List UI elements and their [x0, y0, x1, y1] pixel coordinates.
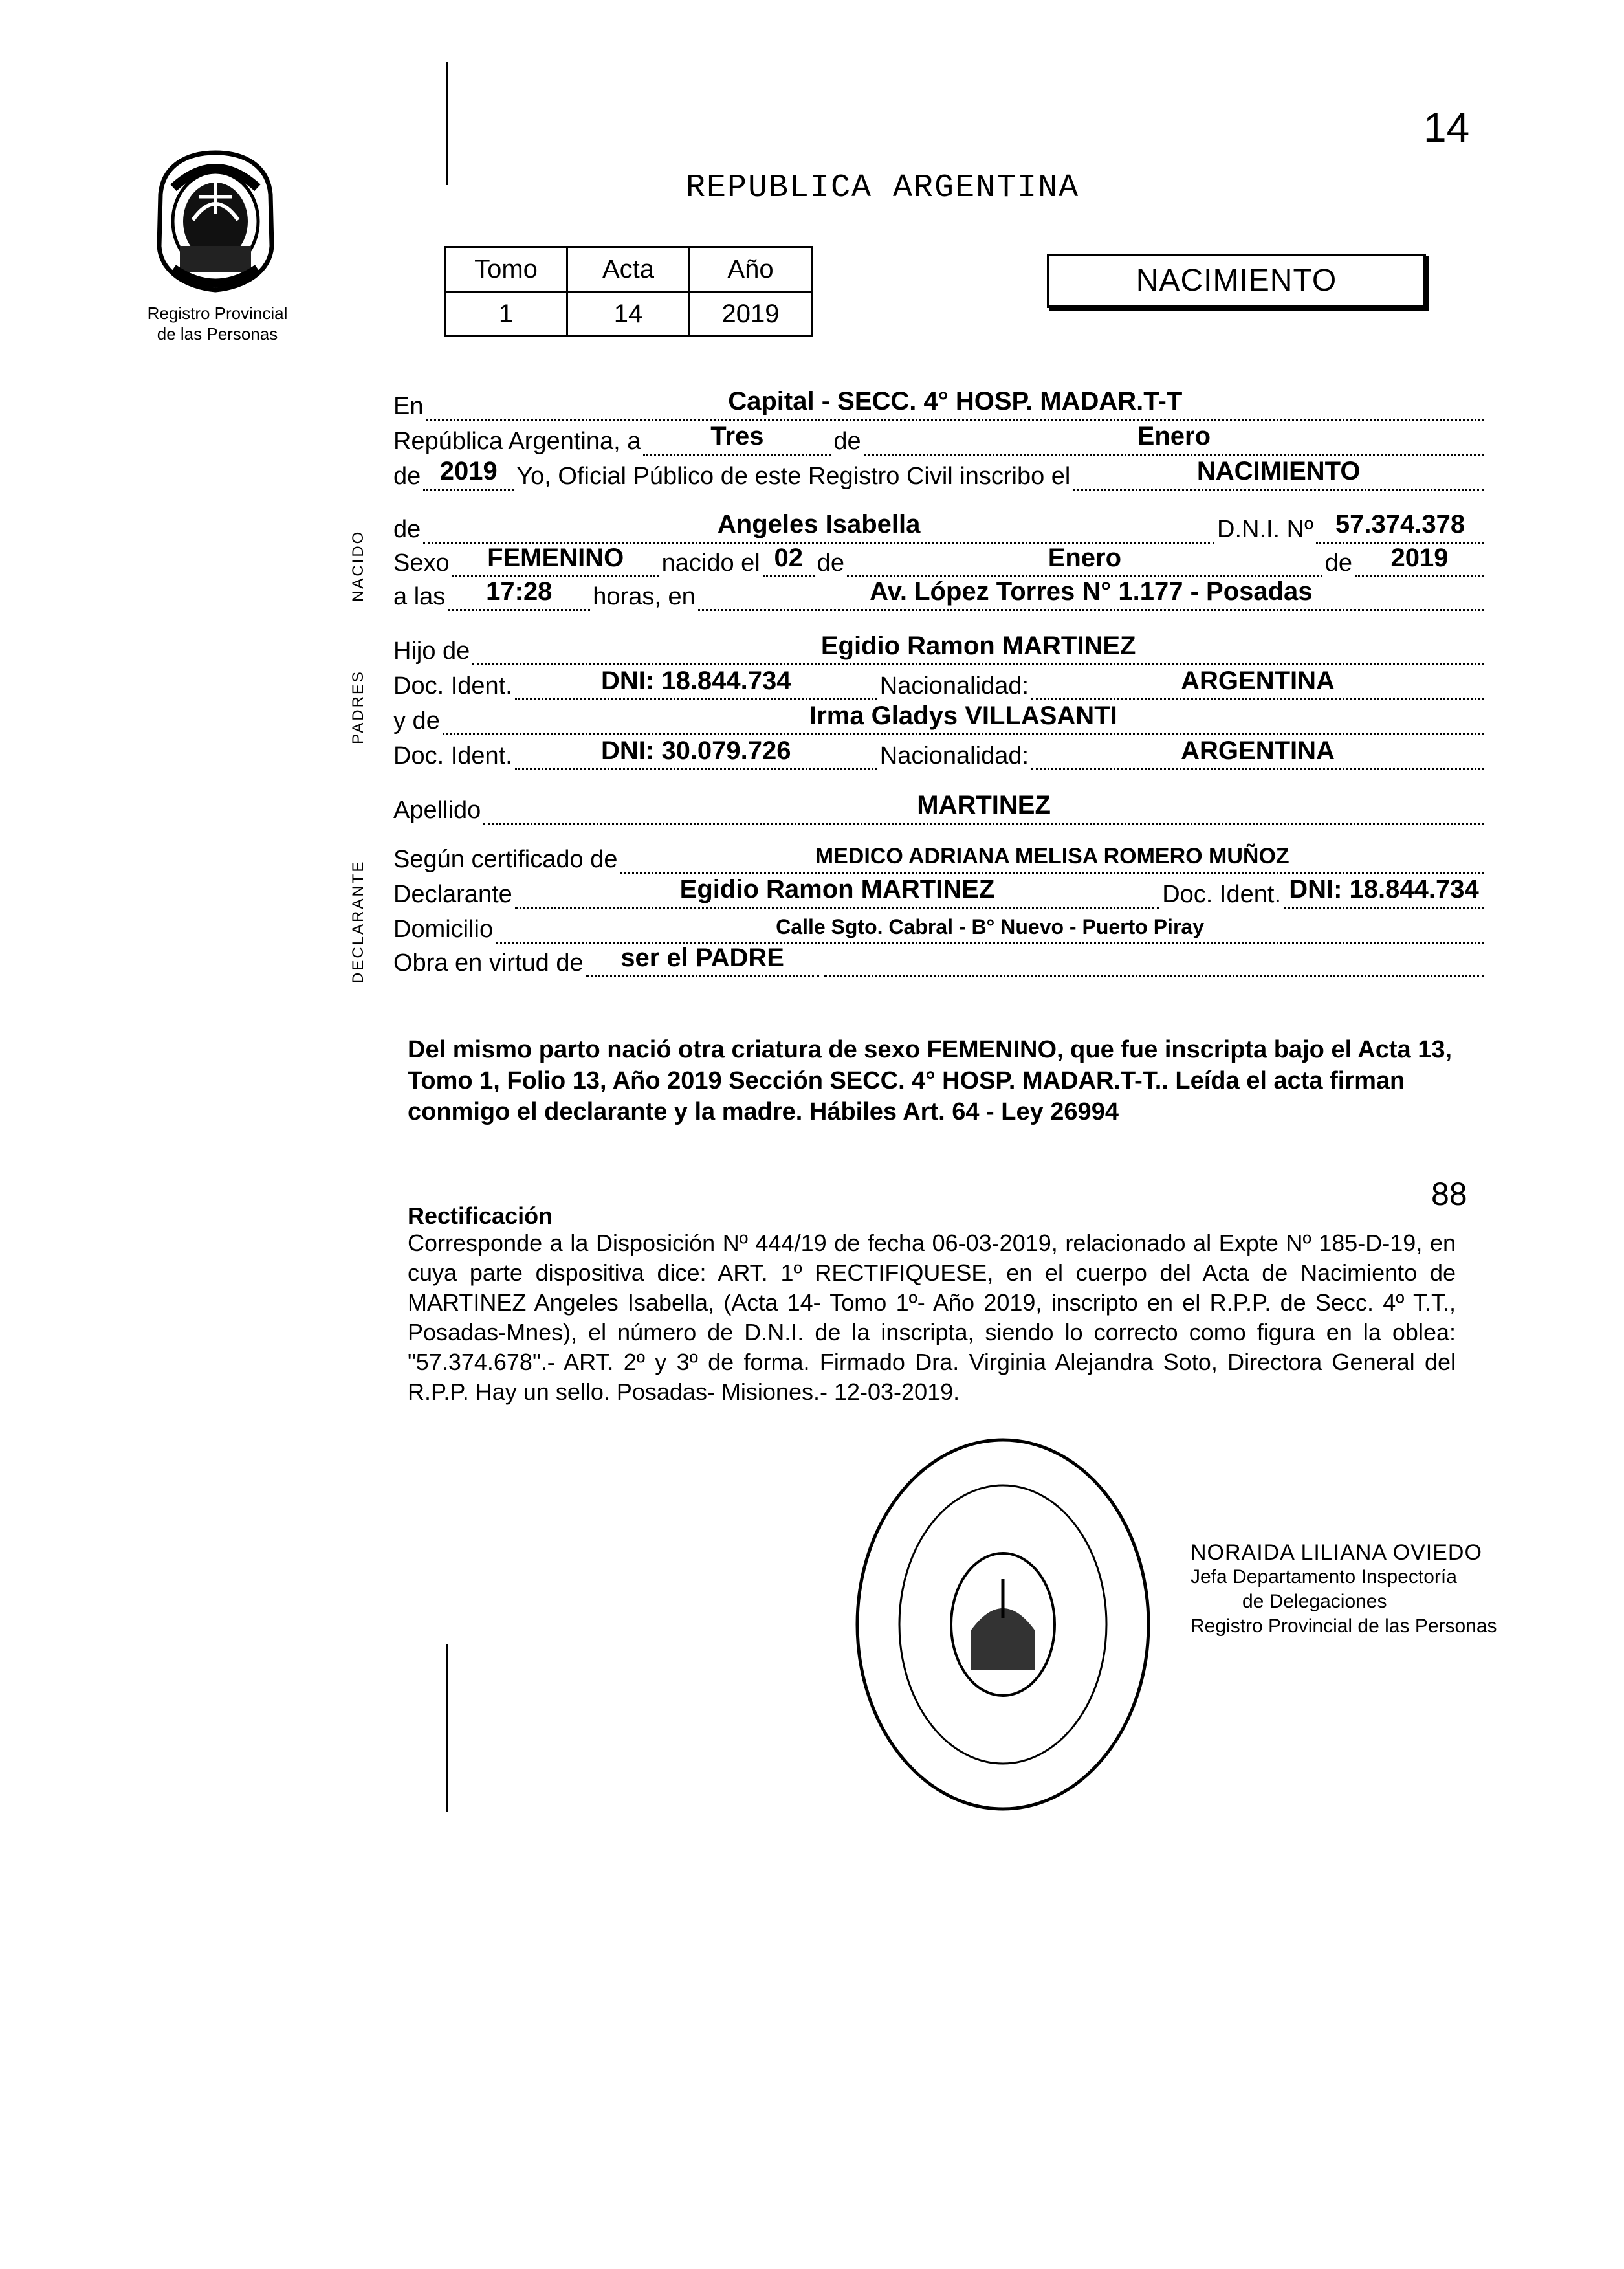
provincia-de-misiones-crest-icon [154, 149, 277, 293]
value-padre-nac: ARGENTINA [1181, 667, 1335, 695]
row-declarante [393, 875, 1487, 909]
value-madre: Irma Gladys VILLASANTI [809, 702, 1117, 730]
row-madre-doc [393, 736, 1487, 770]
value-hora: 17:28 [486, 577, 553, 606]
label-apellido: Apellido [393, 797, 481, 824]
value-lugar-nac: Av. López Torres N° 1.177 - Posadas [870, 577, 1313, 606]
value-mes-letras: Enero [1137, 422, 1211, 450]
value-inscripcion: NACIMIENTO [1196, 457, 1361, 485]
registry-header-tomo: Tomo [445, 247, 567, 292]
side-label-padres: PADRES [349, 670, 367, 744]
row-nombre [393, 510, 1487, 544]
value-apellido: MARTINEZ [917, 791, 1051, 819]
registry-table [444, 246, 813, 337]
row-lugar [393, 387, 1487, 421]
label-hijo-de: Hijo de [393, 637, 470, 665]
value-sexo: FEMENINO [487, 544, 624, 572]
label-nacionalidad-padre: Nacionalidad: [879, 672, 1029, 700]
value-padre-doc: DNI: 18.844.734 [601, 667, 791, 695]
country-heading: REPUBLICA ARGENTINA [686, 170, 1080, 206]
crest-caption-line1: Registro Provincial [147, 304, 288, 323]
label-doc-ident-declarante: Doc. Ident. [1162, 881, 1281, 908]
value-nombre: Angeles Isabella [717, 510, 921, 538]
parto-note: Del mismo parto nació otra criatura de sexo FEMENINO, que fue inscripta bajo el Acta 13, Tomo 1, Folio 13, Año 2019 Sección SECC. 4° HOSP. MADAR.T-T.. Leída el acta firman conmigo el declarante y la madre. Hábiles Art. 64 - Ley 26994 [408, 1036, 1453, 1125]
side-label-declarante: DECLARANTE [349, 859, 367, 984]
label-domicilio: Domicilio [393, 916, 494, 943]
value-declarante-doc: DNI: 18.844.734 [1289, 875, 1479, 903]
label-declarante: Declarante [393, 881, 512, 908]
margin-line-bottom [446, 1644, 448, 1812]
value-obra-virtud: ser el PADRE [620, 944, 784, 972]
label-de-nombre: de [393, 516, 421, 543]
label-republica-a: República Argentina, a [393, 428, 641, 455]
row-padre-doc [393, 667, 1487, 700]
margin-line-top [446, 62, 448, 185]
signature-block [1191, 1540, 1497, 1639]
official-oval-seal-icon [848, 1430, 1158, 1819]
crest-caption [127, 303, 308, 344]
label-de-mes: de [817, 549, 845, 577]
rectificacion-body: Corresponde a la Disposición Nº 444/19 de fecha 06-03-2019, relacionado al Expte Nº 185-D-19, en cuya parte dispositiva dice: ART. 1º RECTIFIQUESE, en el cuerpo del Acta de Nacimiento de MARTINEZ Angeles Isabella, (Acta 14- Tomo 1º- Año 2019, inscripto en el R.P.P. de Secc. 4º T.T., Posadas-Mnes), el número de D.N.I. de la inscripta, siendo lo correcto como figura en la oblea: "57.374.678".- ART. 2º y 3º de forma. Firmado Dra. Virginia Alejandra Soto, Directora General del R.P.P. Hay un sello. Posadas- Misiones.- 12-03-2019. [408, 1230, 1456, 1405]
row-anio-inscripcion [393, 457, 1487, 491]
registry-value-acta: 14 [567, 292, 690, 337]
label-de: de [833, 428, 861, 455]
value-anio-nac: 2019 [1390, 544, 1449, 572]
registry-header-anio: Año [690, 247, 812, 292]
row-hora [393, 577, 1487, 611]
label-de-anio: de [1324, 549, 1352, 577]
row-fecha-inscripcion [393, 422, 1487, 456]
label-obra-virtud: Obra en virtud de [393, 949, 584, 977]
value-lugar: Capital - SECC. 4° HOSP. MADAR.T-T [728, 387, 1183, 415]
label-a-las: a las [393, 583, 446, 610]
value-declarante: Egidio Ramon MARTINEZ [679, 875, 995, 903]
row-sexo [393, 544, 1487, 577]
side-label-nacido: NACIDO [349, 529, 367, 602]
value-padre: Egidio Ramon MARTINEZ [820, 632, 1136, 660]
label-yo-oficial: Yo, Oficial Público de este Registro Civil inscribo el [516, 463, 1071, 490]
signature-title2: de Delegaciones [1242, 1591, 1387, 1612]
label-dni-no: D.N.I. Nº [1217, 516, 1313, 543]
registry-header-acta: Acta [567, 247, 690, 292]
label-segun-certificado: Según certificado de [393, 846, 618, 873]
label-nacido-el: nacido el [661, 549, 760, 577]
row-apellido [393, 791, 1487, 825]
label-y-de: y de [393, 707, 440, 735]
row-certificado [393, 840, 1487, 874]
label-nacionalidad-madre: Nacionalidad: [879, 742, 1029, 769]
value-dni: 57.374.378 [1335, 510, 1465, 538]
signature-title3: Registro Provincial de las Personas [1191, 1615, 1497, 1637]
label-doc-ident-padre: Doc. Ident. [393, 672, 512, 700]
value-madre-nac: ARGENTINA [1181, 736, 1335, 765]
crest-caption-line2: de las Personas [157, 324, 278, 344]
signature-name: NORAIDA LILIANA OVIEDO [1191, 1540, 1482, 1565]
label-en: En [393, 393, 424, 420]
margin-number: 88 [1431, 1176, 1467, 1212]
page-number: 14 [1423, 104, 1470, 151]
label-de-prefix: de [393, 463, 421, 490]
act-type-box: NACIMIENTO [1047, 254, 1426, 308]
value-mes-nac: Enero [1048, 544, 1122, 572]
value-dia-letras: Tres [710, 422, 764, 450]
value-anio: 2019 [439, 457, 498, 485]
value-madre-doc: DNI: 30.079.726 [601, 736, 791, 765]
label-doc-ident-madre: Doc. Ident. [393, 742, 512, 769]
signature-title1: Jefa Departamento Inspectoría [1191, 1566, 1457, 1588]
registry-value-anio: 2019 [690, 292, 812, 337]
value-certificado: MEDICO ADRIANA MELISA ROMERO MUÑOZ [815, 844, 1289, 869]
value-domicilio: Calle Sgto. Cabral - B° Nuevo - Puerto Piray [776, 915, 1204, 938]
value-dia-nac: 02 [774, 544, 803, 572]
row-padre [393, 632, 1487, 665]
label-sexo: Sexo [393, 549, 450, 577]
row-obra-virtud [393, 944, 1487, 977]
row-madre [393, 702, 1487, 735]
registry-value-tomo: 1 [445, 292, 567, 337]
label-horas-en: horas, en [593, 583, 696, 610]
rectificacion-title: Rectificación [408, 1202, 553, 1229]
row-domicilio [393, 910, 1487, 944]
